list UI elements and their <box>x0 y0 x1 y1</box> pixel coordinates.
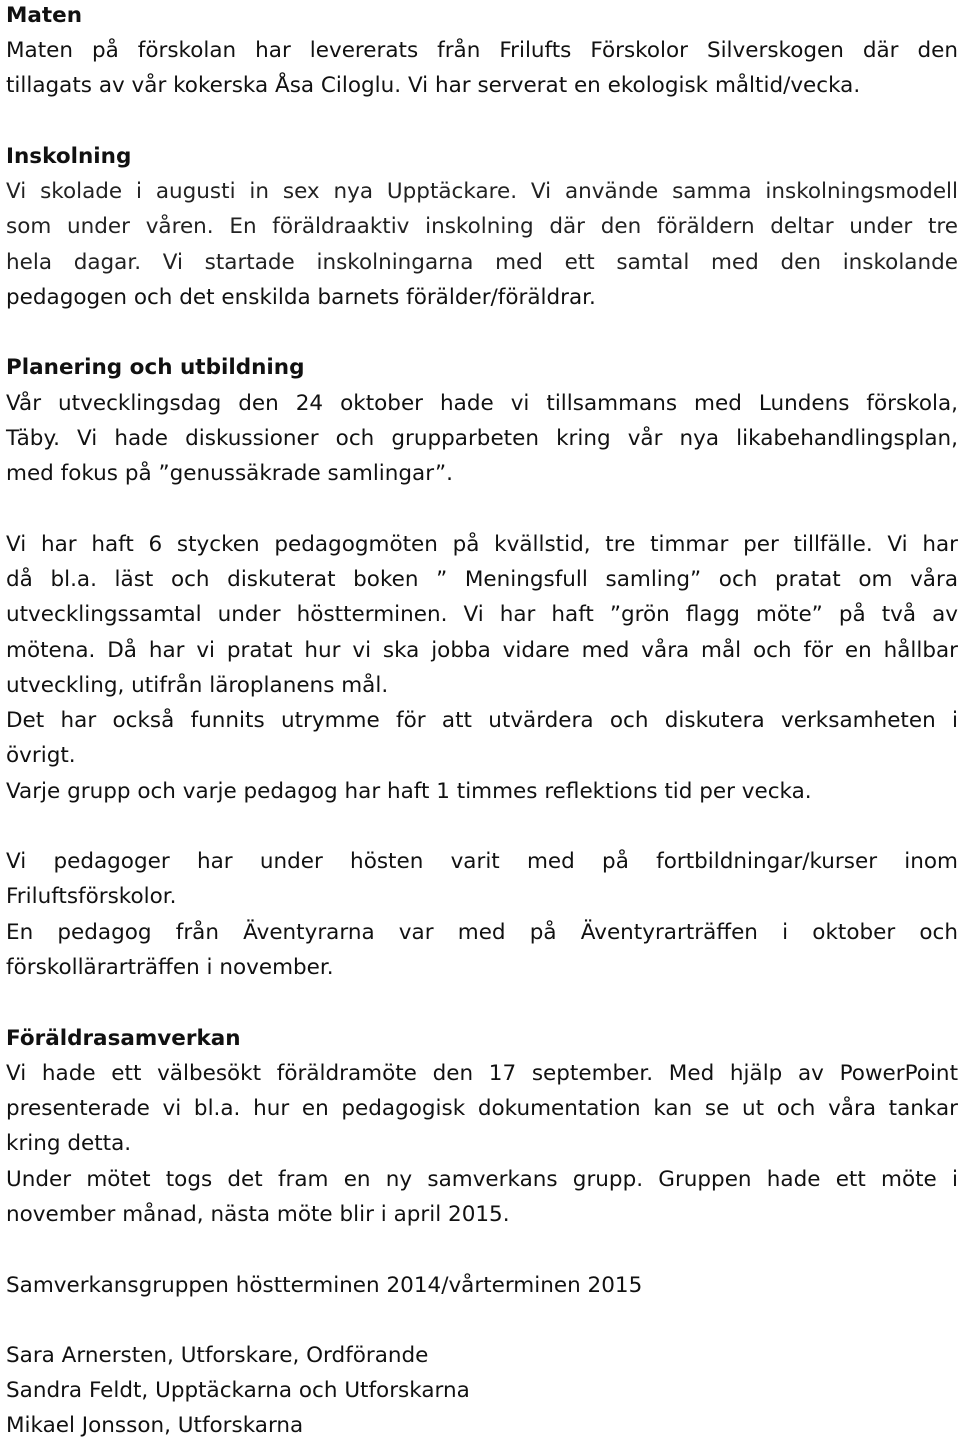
paragraph-line: Vi hade ett välbesökt föräldramöte den 17 september. Med hjälp av PowerPoint <box>6 1061 958 1086</box>
paragraph-line: mötena. Då har vi pratat hur vi ska jobba vidare med våra mål och för en hållbar <box>6 638 958 663</box>
member-name: Sandra Feldt, Upptäckarna och Utforskarna <box>6 1378 470 1403</box>
paragraph-line: november månad, nästa möte blir i april 2015. <box>6 1202 510 1227</box>
paragraph-line: övrigt. <box>6 743 76 768</box>
paragraph-line: Vår utvecklingsdag den 24 oktober hade vi tillsammans med Lundens förskola, <box>6 391 958 416</box>
paragraph-line: pedagogen och det enskilda barnets förälder/föräldrar. <box>6 285 596 310</box>
paragraph-line: Vi har haft 6 stycken pedagogmöten på kvällstid, tre timmar per tillfälle. Vi har <box>6 532 958 557</box>
paragraph-line: Täby. Vi hade diskussioner och grupparbeten kring vår nya likabehandlingsplan, <box>6 426 958 451</box>
member-name: Mikael Jonsson, Utforskarna <box>6 1413 304 1438</box>
paragraph-line: förskollärarträffen i november. <box>6 955 334 980</box>
section-heading-planering: Planering och utbildning <box>6 355 305 380</box>
paragraph-line: Varje grupp och varje pedagog har haft 1 timmes reflektions tid per vecka. <box>6 779 812 804</box>
paragraph-line: utveckling, utifrån läroplanens mål. <box>6 673 389 698</box>
paragraph-line: Det har också funnits utrymme för att utvärdera och diskutera verksamheten i <box>6 708 958 733</box>
paragraph-line: tillagats av vår kokerska Åsa Ciloglu. Vi har serverat en ekologisk måltid/vecka. <box>6 73 861 98</box>
member-name: Sara Arnersten, Utforskare, Ordförande <box>6 1343 429 1368</box>
section-heading-maten: Maten <box>6 3 83 28</box>
paragraph-line: hela dagar. Vi startade inskolningarna med ett samtal med den inskolande <box>6 250 958 275</box>
paragraph-line: som under våren. En föräldraaktiv inskolning där den föräldern deltar under tre <box>6 214 958 239</box>
paragraph-line: kring detta. <box>6 1131 132 1156</box>
section-heading-foraldrasamverkan: Föräldrasamverkan <box>6 1026 241 1051</box>
paragraph-line: presenterade vi bl.a. hur en pedagogisk dokumentation kan se ut och våra tankar <box>6 1096 958 1121</box>
paragraph-line: En pedagog från Äventyrarna var med på Äventyrarträffen i oktober och <box>6 920 958 945</box>
paragraph-line: Vi skolade i augusti in sex nya Upptäckare. Vi använde samma inskolningsmodell <box>6 179 958 204</box>
paragraph-line: med fokus på ”genussäkrade samlingar”. <box>6 461 453 486</box>
paragraph-line: då bl.a. läst och diskuterat boken ” Meningsfull samling” och pratat om våra <box>6 567 958 592</box>
section-heading-inskolning: Inskolning <box>6 144 132 169</box>
paragraph-line: Under mötet togs det fram en ny samverkans grupp. Gruppen hade ett möte i <box>6 1167 958 1192</box>
paragraph-line: utvecklingssamtal under höstterminen. Vi har haft ”grön flagg möte” på två av <box>6 602 958 627</box>
group-title: Samverkansgruppen höstterminen 2014/vårterminen 2015 <box>6 1273 643 1298</box>
paragraph-line: Maten på förskolan har levererats från Frilufts Förskolor Silverskogen där den <box>6 38 958 63</box>
paragraph-line: Friluftsförskolor. <box>6 884 177 909</box>
paragraph-line: Vi pedagoger har under hösten varit med på fortbildningar/kurser inom <box>6 849 958 874</box>
